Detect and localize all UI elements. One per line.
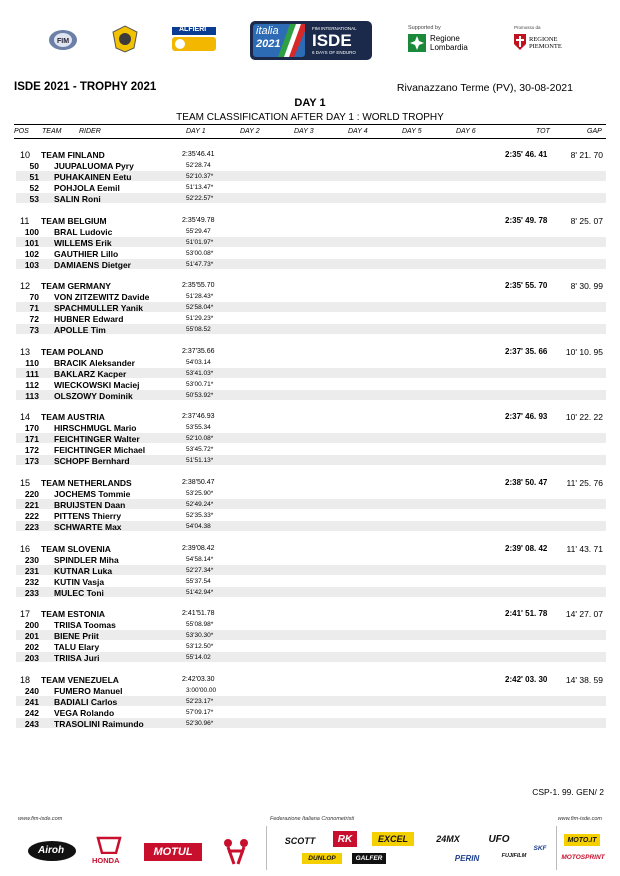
- team-gap: 11' 25. 76: [566, 478, 603, 488]
- sponsor-motosprint: [562, 851, 604, 863]
- rider-number: 202: [24, 642, 39, 653]
- rider-number: 113: [25, 390, 39, 401]
- team-gap: 8' 25. 07: [570, 215, 603, 226]
- sponsor-motosprint-text: MOTOSPRINT: [561, 853, 605, 861]
- rider-number: 52: [29, 183, 39, 193]
- rider-name: PUHAKAINEN Eetu: [54, 172, 132, 182]
- footer-url-left: www.fim-isde.com: [18, 816, 63, 822]
- team-total: 2:38' 50. 47: [505, 478, 548, 487]
- top-rule: [14, 124, 606, 125]
- rider-day1-time: 54'58.14*: [186, 555, 214, 563]
- rider-number: 53: [29, 194, 39, 204]
- rider-name: OLSZOWY Dominik: [54, 390, 133, 401]
- team-day1-time: 2:41'51.78: [182, 610, 215, 618]
- sponsor-ufo-text: UFO: [488, 833, 510, 845]
- team-pos: 13: [20, 346, 31, 357]
- sponsor-ufo: [482, 832, 516, 846]
- row-shade: [16, 193, 606, 203]
- rider-number: 100: [24, 226, 39, 237]
- team-gap: 10' 10. 95: [565, 346, 603, 357]
- sponsor-excel-text: EXCEL: [377, 834, 408, 844]
- team-pos: 17: [20, 609, 31, 620]
- rider-number: 112: [25, 379, 39, 390]
- team-total: 2:42' 03. 30: [505, 674, 548, 684]
- sponsor-dunlop-text: DUNLOP: [308, 855, 336, 862]
- rider-name: SALIN Roni: [54, 194, 101, 204]
- sponsor-airoh: [27, 840, 77, 862]
- day-title: DAY 1: [294, 97, 326, 109]
- team-day1-time: 2:38'50.47: [182, 479, 215, 486]
- rider-number: 172: [24, 445, 39, 456]
- row-shade: [16, 652, 606, 662]
- rider-day1-time: 54'03.14: [186, 358, 211, 366]
- rider-day1-time: 53'45.72*: [186, 446, 214, 454]
- team-day1-time: 2:35'49.78: [182, 216, 215, 224]
- team-name: TEAM AUSTRIA: [41, 412, 105, 423]
- sponsor-perin-text: PERIN: [454, 853, 480, 863]
- rider-number: 70: [29, 292, 39, 303]
- col-day2: DAY 2: [240, 128, 260, 135]
- rider-number: 223: [24, 522, 39, 532]
- rider-number: 201: [24, 631, 39, 642]
- team-pos: 11: [20, 215, 30, 226]
- rider-name: TRIISA Juri: [54, 653, 100, 664]
- rider-day1-time: 51'42.94*: [186, 588, 214, 596]
- rider-day1-time: 53'12.50*: [186, 643, 214, 651]
- rider-number: 221: [24, 500, 39, 510]
- team-day1-time: 2:42'03.30: [182, 675, 215, 683]
- team-gap: 14' 27. 07: [565, 609, 603, 620]
- rider-day1-time: 54'04.38: [186, 523, 211, 530]
- team-gap: 11' 43. 71: [566, 543, 603, 554]
- col-day3: DAY 3: [294, 128, 314, 135]
- document-code: CSP-1. 99. GEN/ 2: [532, 787, 604, 797]
- team-name: TEAM POLAND: [41, 346, 104, 357]
- rider-number: 101: [24, 237, 39, 248]
- sponsor-24mx: [426, 833, 470, 845]
- sponsor-honda: [88, 836, 130, 866]
- rider-day1-time: 55'29.47: [186, 227, 211, 235]
- isde-word: ISDE: [312, 31, 352, 50]
- footer-url-right: www.fim-isde.com: [557, 816, 602, 822]
- sponsor-24mx-text: 24MX: [436, 834, 460, 844]
- rider-day1-time: 55'08.98*: [186, 621, 214, 629]
- rider-name: FEICHTINGER Michael: [54, 445, 146, 456]
- rider-name: VON ZITZEWITZ Davide: [54, 292, 150, 303]
- team-pos: 15: [20, 478, 31, 488]
- footer-url-center: Federazione Italiana Cronometristi: [270, 816, 355, 822]
- sponsor-airoh-text: Airoh: [38, 845, 65, 856]
- rider-name: SCHOPF Bernhard: [54, 456, 130, 467]
- sponsor-galfer-text: GALFER: [355, 855, 383, 862]
- rider-number: 231: [24, 565, 39, 576]
- rider-name: JOCHEMS Tommie: [54, 489, 131, 499]
- team-total: 2:35' 55. 70: [505, 281, 548, 291]
- rider-name: BRUIJSTEN Daan: [54, 500, 126, 510]
- fim-logo: [48, 28, 78, 52]
- rider-name: WILLEMS Erik: [54, 237, 112, 248]
- col-gap: GAP: [587, 128, 602, 135]
- rider-number: 203: [24, 653, 39, 664]
- team-gap: 8' 21. 70: [570, 150, 603, 160]
- team-day1-time: 2:37'46.93: [182, 413, 215, 421]
- rider-day1-time: 52'27.34*: [186, 566, 214, 574]
- rider-name: BIENE Priit: [54, 631, 99, 642]
- rider-name: FEICHTINGER Walter: [54, 434, 140, 445]
- isde-line3: 6 DAYS OF ENDURO: [312, 50, 356, 55]
- rider-day1-time: 52'35.33*: [186, 512, 214, 519]
- col-team: TEAM: [42, 128, 62, 135]
- isde-italia-2021-logo: [250, 21, 372, 60]
- rider-name: WIECKOWSKI Maciej: [54, 379, 140, 390]
- team-name: TEAM VENEZUELA: [41, 674, 119, 685]
- rider-number: 173: [24, 456, 39, 467]
- rider-day1-time: 52'10.08*: [186, 435, 214, 443]
- team-total: 2:35' 46. 41: [505, 150, 548, 159]
- sponsor-perin: [452, 852, 482, 864]
- rider-name: BADIALI Carlos: [54, 696, 118, 707]
- rider-name: HUBNER Edward: [54, 314, 124, 325]
- rider-day1-time: 51'13.47*: [186, 184, 214, 191]
- rider-name: PITTENS Thierry: [54, 511, 122, 521]
- rider-day1-time: 52'10.37*: [186, 173, 214, 180]
- rider-number: 233: [24, 587, 39, 598]
- regione-piemonte-logo: [512, 25, 572, 55]
- rider-day1-time: 53'25.90*: [186, 490, 214, 497]
- team-name: TEAM SLOVENIA: [41, 543, 111, 554]
- event-title: ISDE 2021 - TROPHY 2021: [14, 81, 157, 93]
- team-total: 2:41' 51. 78: [505, 609, 548, 619]
- team-day1-time: 2:39'08.42: [182, 544, 215, 552]
- rider-day1-time: 50'53.92*: [186, 391, 214, 399]
- sponsor-fujifilm-text: FUJIFILM: [501, 853, 527, 859]
- sponsor-rk: [333, 831, 357, 847]
- rider-number: 103: [24, 259, 39, 270]
- rider-day1-time: 52'49.24*: [186, 501, 214, 508]
- team-name: TEAM ESTONIA: [41, 609, 106, 620]
- place-date: Rivanazzano Terme (PV), 30-08-2021: [396, 82, 573, 94]
- piemonte-small-text: Promosso da: [514, 25, 541, 30]
- sponsor-honda-text: HONDA: [92, 856, 120, 865]
- rider-name: TALU Elary: [54, 642, 100, 653]
- team-total: 2:37' 35. 66: [505, 346, 548, 356]
- sponsor-motul-text: MOTUL: [153, 846, 193, 858]
- rider-day1-time: 52'58.04*: [186, 304, 214, 312]
- fmi-logo: [110, 24, 140, 54]
- team-day1-time: 2:37'35.66: [182, 347, 215, 355]
- team-gap: 8' 30. 99: [570, 281, 603, 292]
- rider-name: FUMERO Manuel: [54, 685, 123, 696]
- rider-day1-time: 53'30.30*: [186, 632, 214, 640]
- sponsor-rk-text: RK: [337, 833, 353, 845]
- alfieri-pavia-logo: [172, 27, 216, 53]
- rider-name: APOLLE Tim: [54, 325, 106, 336]
- rider-day1-time: 55'37.54: [186, 577, 211, 585]
- rider-number: 242: [24, 707, 39, 718]
- rider-name: DAMIAENS Dietger: [54, 259, 131, 270]
- rider-day1-time: 51'29.23*: [186, 315, 214, 323]
- sponsor-divider-right: [556, 826, 557, 870]
- team-total: 2:37' 46. 93: [505, 412, 548, 422]
- rider-number: 240: [24, 685, 39, 696]
- regione-lombardia-logo: [406, 25, 486, 55]
- team-name: TEAM GERMANY: [41, 281, 111, 292]
- sponsor-skf-text: SKF: [533, 844, 547, 852]
- sponsor-scott-text: SCOTT: [284, 836, 316, 846]
- svg-text:FIM: FIM: [56, 38, 70, 45]
- rider-number: 241: [24, 696, 39, 707]
- rider-number: 73: [29, 325, 39, 336]
- isde-line1: FIM INTERNATIONAL: [312, 26, 357, 31]
- rider-name: VEGA Rolando: [54, 707, 115, 718]
- rider-number: 110: [25, 357, 39, 368]
- regione-piemonte-text: REGIONE PIEMONTE: [529, 36, 562, 50]
- rider-name: GAUTHIER Lillo: [54, 248, 119, 259]
- rider-number: 171: [24, 434, 39, 445]
- header-rule: [14, 138, 606, 139]
- rider-day1-time: 52'28.74: [186, 162, 211, 169]
- rider-name: BRAL Ludovic: [54, 226, 113, 237]
- rider-day1-time: 51'51.13*: [186, 457, 214, 465]
- sponsor-motul: [144, 843, 202, 861]
- rider-name: JUUPALUOMA Pyry: [54, 161, 134, 171]
- rider-name: KUTIN Vasja: [54, 576, 105, 587]
- rider-number: 222: [24, 511, 39, 521]
- rider-day1-time: 51'28.43*: [186, 293, 214, 301]
- col-day5: DAY 5: [402, 128, 422, 135]
- regione-lombardia-text: Regione Lombardia: [430, 34, 468, 52]
- team-day1-time: 2:35'46.41: [182, 151, 215, 158]
- classification-title: TEAM CLASSIFICATION AFTER DAY 1 : WORLD TROPHY: [176, 112, 444, 123]
- team-pos: 12: [20, 281, 31, 292]
- team-gap: 10' 22. 22: [565, 412, 603, 423]
- rider-name: SPACHMULLER Yanik: [54, 303, 143, 314]
- team-pos: 14: [20, 412, 31, 423]
- team-name: TEAM BELGIUM: [41, 215, 107, 226]
- rider-number: 170: [24, 423, 39, 434]
- team-total: 2:39' 08. 42: [505, 543, 548, 553]
- rider-name: TRIISA Toomas: [54, 620, 116, 631]
- col-rider: RIDER: [79, 128, 101, 135]
- team-pos: 10: [20, 150, 31, 160]
- alfieri-text: ALFIERI: [179, 26, 207, 33]
- rider-day1-time: 55'14.02: [186, 654, 211, 662]
- col-day6: DAY 6: [456, 128, 476, 135]
- sponsor-excel: [372, 832, 414, 846]
- italia-word: italia: [256, 25, 279, 37]
- rider-number: 200: [24, 620, 39, 631]
- rider-day1-time: 53'00.71*: [186, 380, 214, 388]
- sponsor-scott: [278, 835, 322, 847]
- rider-day1-time: 52'23.17*: [186, 697, 214, 705]
- sponsor-motoit-text: MOTO.IT: [567, 836, 597, 844]
- sponsor-skf: [530, 843, 550, 853]
- team-name: TEAM FINLAND: [41, 150, 105, 160]
- rider-day1-time: 55'08.52: [186, 326, 211, 334]
- rider-day1-time: 52'22.57*: [186, 195, 214, 202]
- rider-number: 220: [24, 489, 39, 499]
- rider-day1-time: 52'30.96*: [186, 719, 214, 727]
- rider-number: 230: [24, 554, 39, 565]
- rider-number: 71: [29, 303, 39, 314]
- year-word: 2021: [256, 38, 281, 50]
- team-day1-time: 2:35'55.70: [182, 282, 215, 290]
- rider-number: 50: [29, 161, 39, 171]
- rider-day1-time: 51'01.97*: [186, 238, 214, 246]
- rider-day1-time: 3:00'00.00: [186, 686, 217, 694]
- sponsor-dunlop: [302, 853, 342, 864]
- rider-number: 111: [25, 368, 39, 379]
- supported-by-text: Supported by: [408, 25, 441, 31]
- team-total: 2:35' 49. 78: [505, 215, 548, 225]
- rider-number: 232: [24, 576, 39, 587]
- rider-name: BRACIK Aleksander: [54, 357, 135, 368]
- row-shade: [16, 630, 606, 640]
- rider-name: KUTNAR Luka: [54, 565, 113, 576]
- rider-day1-time: 57'09.17*: [186, 708, 214, 716]
- rider-day1-time: 53'55.34: [186, 424, 211, 432]
- rider-name: TRASOLINI Raimundo: [54, 718, 144, 729]
- sponsor-galfer: [352, 853, 386, 864]
- team-pos: 16: [20, 543, 31, 554]
- rider-day1-time: 51'47.73*: [186, 260, 214, 268]
- rider-number: 243: [24, 718, 39, 729]
- rider-day1-time: 53'41.03*: [186, 369, 214, 377]
- team-gap: 14' 38. 59: [565, 674, 603, 685]
- rider-name: MULEC Toni: [54, 587, 104, 598]
- rider-name: BAKLARZ Kacper: [54, 368, 127, 379]
- rider-name: SCHWARTE Max: [54, 522, 122, 532]
- col-day4: DAY 4: [348, 128, 368, 135]
- rider-number: 72: [29, 314, 39, 325]
- row-shade: [16, 587, 606, 597]
- col-day1: DAY 1: [186, 128, 206, 135]
- sponsor-fujifilm: [500, 851, 528, 861]
- sponsor-motoit: [564, 834, 600, 846]
- rider-number: 102: [24, 248, 39, 259]
- rider-day1-time: 53'00.08*: [186, 249, 214, 257]
- rider-name: HIRSCHMUGL Mario: [54, 423, 137, 434]
- rider-name: SPINDLER Miha: [54, 554, 119, 565]
- col-pos: POS: [14, 128, 29, 135]
- sponsor-divider-left: [266, 826, 267, 870]
- rider-number: 51: [29, 172, 39, 182]
- col-tot: TOT: [536, 128, 550, 135]
- team-name: TEAM NETHERLANDS: [41, 478, 132, 488]
- sponsor-kappa: [214, 836, 258, 866]
- team-pos: 18: [20, 674, 31, 685]
- rider-name: POHJOLA Eemil: [54, 183, 120, 193]
